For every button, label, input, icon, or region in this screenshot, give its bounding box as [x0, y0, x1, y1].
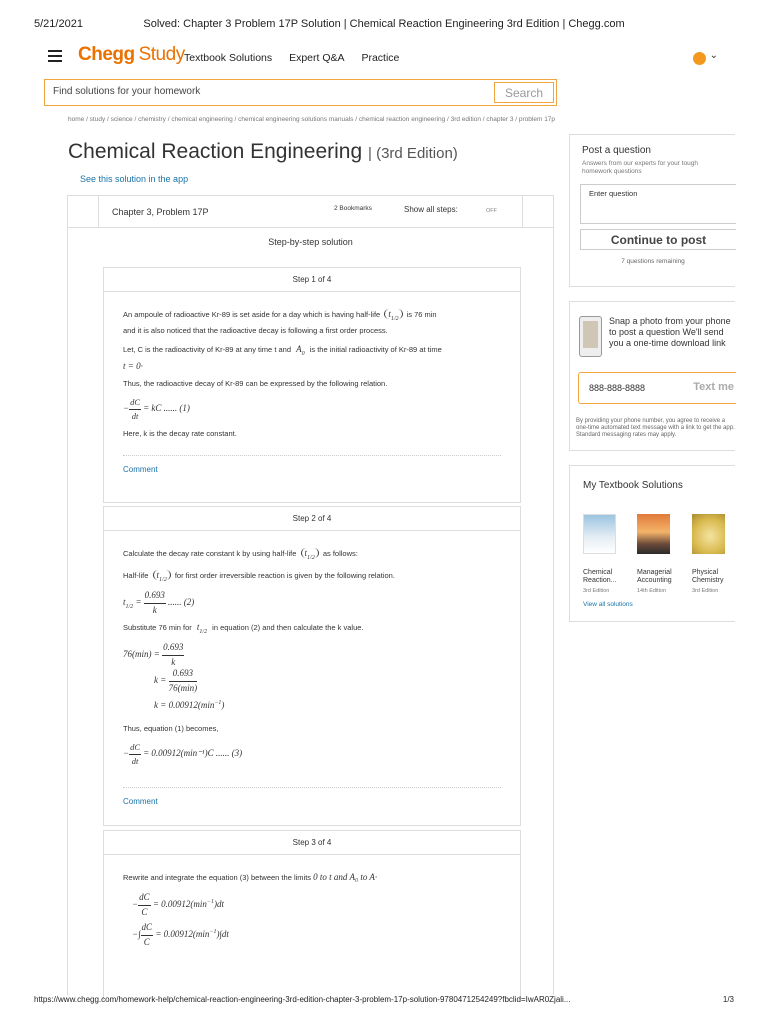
bookmarks-count[interactable]: 2 Bookmarks: [334, 205, 372, 212]
book-cover: [637, 514, 670, 554]
nav-link-textbook-solutions[interactable]: Textbook Solutions: [184, 52, 273, 64]
comment-link[interactable]: Comment: [123, 465, 158, 474]
post-question-subtitle: Answers from our experts for your tough homework questions: [582, 160, 698, 175]
phone-number-value: 888-888-8888: [589, 383, 646, 393]
chevron-down-icon[interactable]: ⌄: [709, 50, 718, 61]
book-cover: [692, 514, 725, 554]
print-page-number: 1/3: [722, 995, 734, 1004]
textbook-item[interactable]: Chemical Reaction... 3rd Edition: [583, 514, 623, 594]
snap-photo-panel: [569, 301, 735, 451]
textbook-item[interactable]: Managerial Accounting 14th Edition: [637, 514, 677, 594]
step-by-step-heading: Step-by-step solution: [268, 237, 353, 247]
sms-disclaimer: By providing your phone number, you agree to receive a one-time automated text message with a link to get the app. Standard messaging rates may apply.: [576, 418, 735, 438]
avatar[interactable]: [693, 52, 706, 65]
chapter-problem-label: Chapter 3, Problem 17P: [112, 207, 209, 217]
step-3: Step 3 of 4 Rewrite and integrate the equation (3) between the limits 0 to t and A₀ to A· − $\frac{dC}{C}$ = $0.00912(\min^{-1})dt$ −∫ $\frac{dC}{C}$ = $0.00912(\min^{-1})\int dt$: [103, 830, 521, 1000]
show-all-steps-label: Show all steps:: [404, 205, 458, 214]
nav-links: [184, 52, 413, 64]
nav-link-expert-qa[interactable]: Expert Q&A: [289, 52, 345, 64]
breadcrumb[interactable]: home / study / science / chemistry / chemical engineering / chemical engineering solutions manuals / chemical reaction engineering / 3rd edition / chapter 3 / problem 17p: [68, 116, 556, 123]
step-header: Step 3 of 4: [104, 831, 520, 855]
question-input[interactable]: Enter question: [580, 184, 736, 224]
post-question-panel: [569, 134, 735, 287]
search-bar: [44, 79, 557, 106]
questions-remaining: 7 questions remaining: [621, 258, 685, 265]
solution-panel: [67, 195, 554, 995]
chegg-study-logo[interactable]: Chegg Study: [78, 44, 185, 65]
page-title: Chemical Reaction Engineering | (3rd Edition): [68, 140, 458, 163]
my-solutions-title: My Textbook Solutions: [583, 480, 683, 491]
top-nav: [44, 44, 734, 72]
print-footer: [34, 995, 734, 1004]
phone-icon: [579, 316, 602, 357]
snap-photo-text: Snap a photo from your phone to post a question We'll send you a one-time download link: [609, 316, 731, 348]
show-all-steps-toggle[interactable]: OFF: [486, 208, 497, 214]
nav-link-practice[interactable]: Practice: [361, 52, 400, 64]
print-title: Solved: Chapter 3 Problem 17P Solution | Chemical Reaction Engineering 3rd Edition | Chegg.com: [143, 18, 625, 30]
my-textbook-solutions-panel: [569, 465, 735, 622]
hamburger-icon[interactable]: [48, 50, 62, 62]
continue-to-post-button[interactable]: Continue to post: [580, 229, 736, 250]
book-cover: [583, 514, 616, 554]
comment-link[interactable]: Comment: [123, 797, 158, 806]
step-2: Step 2 of 4 Calculate the decay rate constant k by using half-life $t_{1/2}$ as follows: Half-life $t_{1/2}$ for first order irreversible reaction is given by the following relation. $t_{1/2}$ = $\frac{0.693}{k}$ ...... (2) Substitute 76 min for $t_{1/2}$ in equation (2) and then calculate the k value. 76(min) = $\frac{0.693}{k}$ k = $\frac{0.693}{76(\min)}$ $k = 0.00912(\min^{-1})$ Thus, equation (1) becomes, − $\frac{dC}{dt}$ = 0.00912(min⁻¹)C ...... (3) Comment: [103, 506, 521, 826]
text-me-button[interactable]: Text me: [693, 381, 734, 393]
textbook-item[interactable]: Physical Chemistry 3rd Edition: [692, 514, 732, 594]
post-question-title: Post a question: [582, 145, 651, 156]
print-date: 5/21/2021: [34, 18, 83, 30]
step-1: Step 1 of 4 An ampoule of radioactive Kr-89 is set aside for a day which is having half-life $t_{1/2}$ is 76 min and it is also noticed that the radioactive decay is following a first order process. Let, C is the radioactivity of Kr-89 at any time t and $A_0$ is the initial radioactivity of Kr-89 at time t = 0· Thus, the radioactive decay of Kr-89 can be expressed by the following relation. − $\frac{dC}{dt}$ = kC ...... (1) Here, k is the decay rate constant. Comment: [103, 267, 521, 503]
search-button[interactable]: Search: [494, 82, 554, 103]
problem-meta-row: [68, 196, 553, 228]
search-input[interactable]: [53, 86, 473, 97]
step-header: Step 2 of 4: [104, 507, 520, 531]
print-url: https://www.chegg.com/homework-help/chemical-reaction-engineering-3rd-edition-chapter-3-problem-17p-solution-9780471254249?fbclid=IwAR0Zjali...: [34, 995, 571, 1004]
step-header: Step 1 of 4: [104, 268, 520, 292]
phone-number-field[interactable]: [578, 372, 736, 404]
view-all-solutions-link[interactable]: View all solutions: [583, 601, 633, 608]
see-in-app-link[interactable]: See this solution in the app: [80, 174, 189, 184]
